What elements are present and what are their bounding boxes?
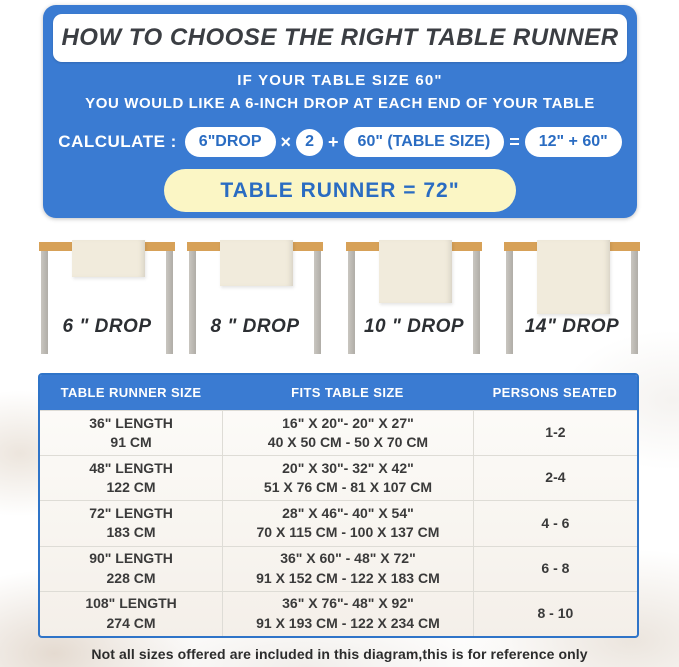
cell-persons-seated	[473, 592, 637, 636]
fits-size-cm: 40 X 50 CM - 50 X 70 CM	[267, 434, 429, 451]
cell-fits-table-size	[222, 456, 473, 500]
cell-persons-seated	[473, 501, 637, 545]
fits-size-cm: 91 X 193 CM - 122 X 234 CM	[256, 614, 440, 631]
cell-runner-size	[40, 456, 222, 500]
header-panel	[43, 5, 637, 218]
drop-label: 8 " DROP	[210, 316, 300, 337]
disclaimer-note: Not all sizes offered are included in this diagram,this is for reference only	[91, 646, 588, 662]
page-title: HOW TO CHOOSE THE RIGHT TABLE RUNNER	[61, 24, 619, 51]
runner-length-inches: 108" LENGTH	[85, 595, 177, 612]
table-row	[40, 455, 637, 500]
fits-size-inches: 16" X 20"- 20" X 27"	[282, 414, 414, 431]
fits-size-cm: 91 X 152 CM - 122 X 183 CM	[256, 569, 440, 586]
drop-label: 10 " DROP	[363, 316, 465, 337]
persons-count: 8 - 10	[537, 605, 574, 622]
runner-length-cm: 228 CM	[106, 569, 156, 586]
persons-count: 6 - 8	[541, 559, 570, 576]
equals-operator: =	[509, 131, 520, 152]
subtitle-line-2: YOU WOULD LIKE A 6-INCH DROP AT EACH END OF YOUR TABLE	[85, 95, 595, 112]
cell-persons-seated	[473, 547, 637, 591]
runner-length-cm: 274 CM	[106, 614, 156, 631]
result-pill: TABLE RUNNER = 72"	[164, 169, 516, 212]
drop-value-pill: 6"DROP	[185, 127, 276, 157]
table-row	[40, 546, 637, 591]
calculation-row	[49, 127, 631, 157]
fits-size-inches: 20" X 30"- 32" X 42"	[282, 459, 414, 476]
fits-size-inches: 36" X 76"- 48" X 92"	[282, 595, 414, 612]
runner-length-inches: 36" LENGTH	[89, 414, 173, 431]
size-chart-header-row	[40, 375, 637, 410]
multiplier-badge: 2	[296, 129, 323, 156]
size-chart-table	[38, 373, 639, 638]
cell-runner-size	[40, 501, 222, 545]
cell-runner-size	[40, 411, 222, 455]
sum-pill: 12" + 60"	[525, 127, 622, 157]
cell-fits-table-size	[222, 411, 473, 455]
column-header-runner-size: TABLE RUNNER SIZE	[60, 385, 202, 400]
subtitle-line-1: IF YOUR TABLE SIZE 60"	[237, 72, 443, 89]
cell-fits-table-size	[222, 547, 473, 591]
drop-label: 6 " DROP	[62, 316, 152, 337]
title-box	[53, 14, 627, 62]
table-row	[40, 410, 637, 455]
cell-persons-seated	[473, 411, 637, 455]
table-size-pill: 60" (TABLE SIZE)	[344, 127, 505, 157]
persons-count: 1-2	[545, 424, 566, 441]
times-operator: ×	[280, 131, 292, 152]
cell-fits-table-size	[222, 501, 473, 545]
table-row	[40, 591, 637, 636]
column-header-fits-table-size: FITS TABLE SIZE	[291, 385, 404, 400]
fits-size-inches: 28" X 46"- 40" X 54"	[282, 504, 414, 521]
persons-count: 2-4	[545, 469, 566, 486]
table-row	[40, 500, 637, 545]
cell-fits-table-size	[222, 592, 473, 636]
cell-runner-size	[40, 547, 222, 591]
runner-length-cm: 122 CM	[106, 479, 156, 496]
cell-runner-size	[40, 592, 222, 636]
fits-size-cm: 51 X 76 CM - 81 X 107 CM	[263, 479, 432, 496]
runner-length-inches: 72" LENGTH	[89, 504, 173, 521]
fits-size-inches: 36" X 60" - 48" X 72"	[280, 550, 416, 567]
calculate-label: CALCULATE :	[58, 132, 177, 151]
drop-label: 14" DROP	[524, 316, 620, 337]
persons-count: 4 - 6	[541, 514, 570, 531]
runner-length-cm: 183 CM	[106, 524, 156, 541]
fits-size-cm: 70 X 115 CM - 100 X 137 CM	[256, 524, 440, 541]
plus-operator: +	[328, 131, 339, 152]
column-header-persons-seated: PERSONS SEATED	[492, 385, 618, 400]
cell-persons-seated	[473, 456, 637, 500]
runner-length-inches: 48" LENGTH	[89, 459, 173, 476]
runner-length-cm: 91 CM	[110, 434, 152, 451]
subtitle	[43, 72, 637, 112]
runner-length-inches: 90" LENGTH	[89, 550, 173, 567]
